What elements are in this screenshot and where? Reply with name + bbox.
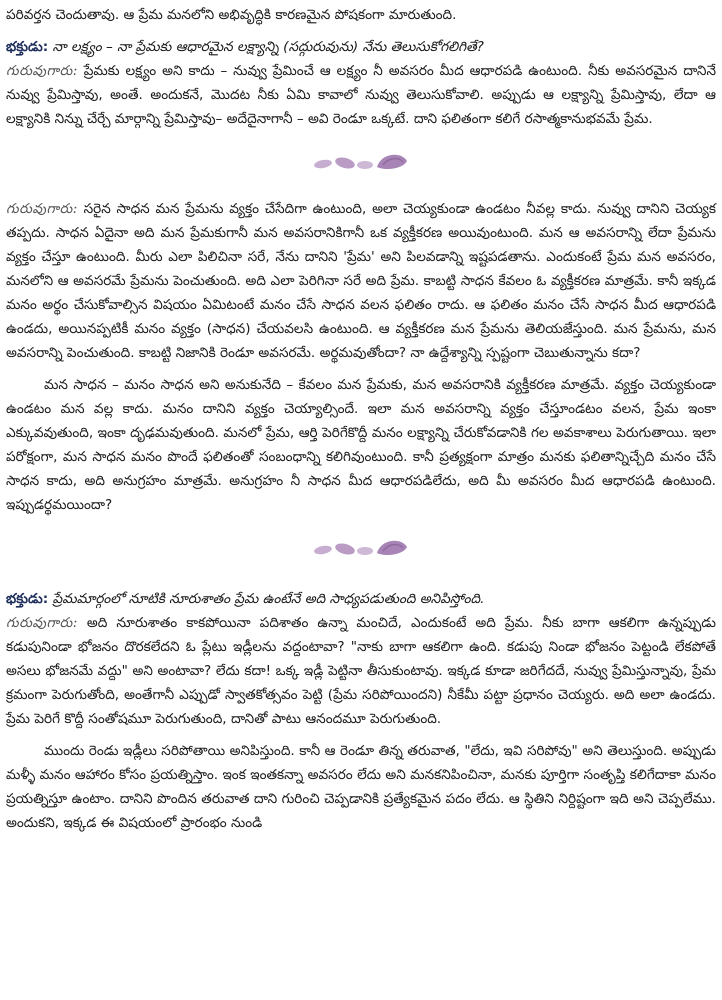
flower-ornament-icon — [311, 533, 411, 559]
intro-line: పరివర్తన చెందుతావు. ఆ ప్రేమ మనలోని అభివృద్ధికి కారణమైన పోషకంగా మారుతుంది. — [6, 7, 457, 23]
speaker-label-guru: గురువుగారు: — [6, 201, 78, 217]
speaker-label-bhakta: భక్తుడు: — [6, 39, 49, 55]
speaker-label-guru: గురువుగారు: — [6, 615, 78, 631]
question-1 — [6, 35, 716, 59]
answer-4 — [6, 611, 716, 731]
speaker-label-guru: గురువుగారు: — [6, 63, 78, 79]
answer-3: మన సాధన – మనం సాధన అని అనుకునేది – కేవలం మన ప్రేమకు, మన అవసరానికి వ్యక్తీకరణ మాత్రమే. వ్యక్తం చెయ్యకుండా ఉండటం మన వల్ల కాదు. మనం దానిని వ్యక్తం చెయ్యాల్సిందే. ఇలా మన అవసరాన్ని వ్యక్తం చేస్తూండటం వలన, ప్రేమ ఇంకా ఎక్కువవుతుంది, ఇంకా దృఢమవుతుంది. మనలో ప్రేమ, ఆర్తి పెరిగేకొద్దీ మనం లక్ష్యాన్ని చేరుకోవడానికి గల అవకాశాలు పెరుగుతాయి. ఇలా పరోక్షంగా, మన సాధన మనం పొందే ఫలితంతో సంబంధాన్ని కలిగివుంటుంది. కానీ ప్రత్యక్షంగా మాత్రం మనకు ఫలితాన్నిచ్చేది మనం చేసే సాధన కాదు, అది అనుగ్రహం మాత్రమే. అనుగ్రహం నీ సాధన మీద ఆధారపడిలేదు, అది మీ అవసరం మీద ఆధారపడి ఉంటుంది. ఇప్పుడర్థమయిందా? — [6, 377, 716, 513]
question-1-text: నా లక్ష్యం – నా ప్రేమకు ఆధారమైన లక్ష్యాన్ని (సద్గురువును) నేను తెలుసుకోగలిగితే? — [52, 39, 484, 55]
answer-2 — [6, 197, 716, 365]
flower-ornament-icon — [311, 147, 411, 173]
question-2-text: ప్రేమమార్గంలో నూటికి నూరుశాతం ప్రేమ ఉంటేనే అది సాధ్యపడుతుంది అనిపిస్తోంది. — [52, 591, 485, 607]
flower-divider — [6, 147, 716, 173]
answer-4-text: అది నూరుశాతం కాకపోయినా పదిశాతం ఉన్నా మంచిదే, ఎందుకంటే అది ప్రేమ. నీకు బాగా ఆకలిగా ఉన్నప్పుడు కడుపునిండా భోజనం దొరకలేదని ఓ ప్లేటు ఇడ్లీలను వద్దంటావా? "నాకు బాగా ఆకలిగా ఉంది. కడుపు నిండా భోజనం పెట్టండి లేకపోతే అసలు భోజనమే వద్దు" అని అంటావా? లేదు కదా! ఒక్క ఇడ్లీ పెట్టినా తీసుకుంటావు. ఇక్కడ కూడా జరిగేదదే, నువ్వు ప్రేమిస్తున్నావు, ప్రేమ క్రమంగా పెరుగుతోంది, అంతేగానీ ఎప్పుడో స్వాతకోత్సవం పెట్టి (ప్రేమ సరిపోయిందని) నీకేమీ పట్టా ప్రధానం చెయ్యరు. అది అలా ఉండదు. ప్రేమ పెరిగే కొద్దీ సంతోషమూ పెరుగుతుంది, దానితో పాటు ఆనందమూ పెరుగుతుంది. — [6, 615, 717, 727]
answer-1-text: ప్రేమకు లక్ష్యం అని కాదు – నువ్వు ప్రేమించే ఆ లక్ష్యం నీ అవసరం మీద ఆధారపడి ఉంటుంది. నీకు అవసరమైన దానినే నువ్వు ప్రేమిస్తావు, అంతే. అందుకనే, మొదట నీకు ఏమి కావాలో నువ్వు తెలుసుకోవాలి. అప్పుడు ఆ లక్ష్యాన్ని ప్రేమిస్తావు, లేదా ఆ లక్ష్యానికి నిన్ను చేర్చే మార్గాన్ని ప్రేమిస్తావు– అదేదైనాగానీ – అవి రెండూ ఒక్కటే. దాని ఫలితంగా కలిగే రసాత్మకానుభవమే ప్రేమ. — [6, 63, 716, 127]
answer-5: ముందు రెండు ఇడ్లీలు సరిపోతాయి అనిపిస్తుంది. కానీ ఆ రెండూ తిన్న తరువాత, "లేదు, ఇవి సరిపోవు" అని తెలుస్తుంది. అప్పుడు మళ్ళీ మనం ఆహారం కోసం ప్రయత్నిస్తాం. ఇంక ఇంతకన్నా అవసరం లేదు అని మనకనిపించినా, మనకు పూర్తిగా సంతృప్తి కలిగేదాకా మనం ప్రయత్నిస్తూ ఉంటాం. దానిని పొందిన తరువాత దాని గురించి చెప్పడానికి ప్రత్యేకమైన పదం లేదు. ఆ స్థితిని నిర్దిష్టంగా ఇది అని చెప్పలేము. అందుకని, ఇక్కడ ఈ విషయంలో ప్రారంభం నుండి — [6, 743, 716, 831]
flower-divider — [6, 533, 716, 559]
answer-2-text: సరైన సాధన మన ప్రేమను వ్యక్తం చేసేదిగా ఉంటుంది, అలా చెయ్యకుండా ఉండటం నీవల్ల కాదు. నువ్వు దానిని చెయ్యక తప్పదు. సాధన ఏదైనా అది మన ప్రేమకుగానీ మన అవసరానికిగానీ ఒక వ్యక్తీకరణ అయివుంటుంది. మన ఆ అవసరాన్ని లేదా ప్రేమను వ్యక్తం చేస్తూ ఉంటుంది. మీరు ఎలా పిలిచినా సరే, నేను దానిని 'ప్రేమ' అని పిలవడాన్ని ఇష్టపడతాను. ఎందుకంటే ప్రేమ మన అవసరం, మనలోని ఆ అవసరమే ప్రేమను పెంచుతుంది. అది ఎలా పెరిగినా సరే అది ప్రేమ. కాబట్టి సాధన కేవలం ఓ వ్యక్తీకరణ మాత్రమే. కానీ ఇక్కడ మనం అర్థం చేసుకోవాల్సిన విషయం ఏమిటంటే మనం చేసే సాధన వలన ఫలితం రాదు. ఆ ఫలితం మనం చేసే సాధన మీద ఆధారపడి ఉండదు, అయినప్పటికీ మనం వ్యక్తం (సాధన) చేయవలసి ఉంటుంది. ఆ వ్యక్తీకరణ మన ప్రేమను తెలియజేస్తుంది. మన ప్రేమను, మన అవసరాన్ని పెంచుతుంది. కాబట్టి నిజానికి రెండూ అవసరమే. అర్థమవుతోందా? నా ఉద్దేశ్యాన్ని స్పష్టంగా చెబుతున్నాను కదా? — [6, 201, 717, 361]
speaker-label-bhakta: భక్తుడు: — [6, 591, 49, 607]
question-2 — [6, 587, 716, 611]
answer-1 — [6, 59, 716, 131]
